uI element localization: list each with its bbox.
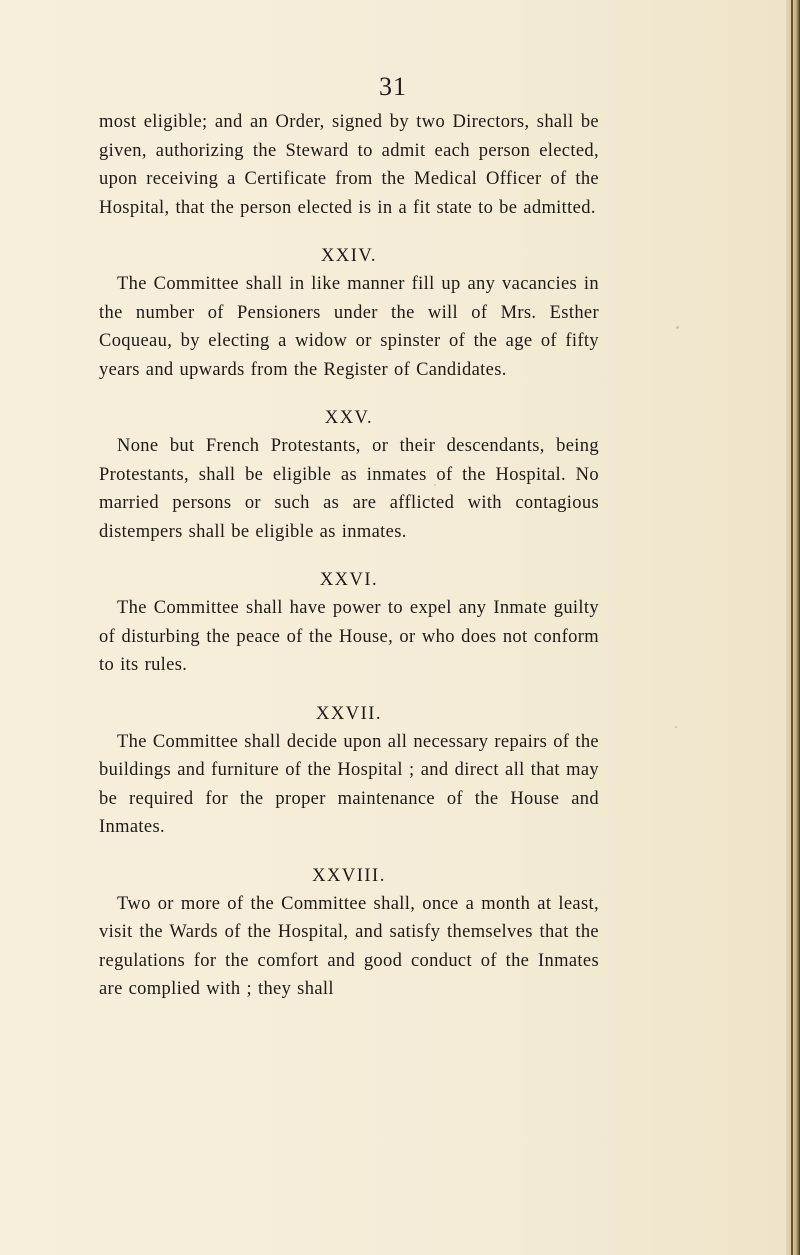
section-paragraph: None but French Protestants, or their descendants, being Protestants, shall be eligible as inmates of the Hospital. No married persons or such as are afflicted with contagious distempers shall be eligible as inmates. bbox=[99, 436, 599, 542]
section-paragraph: The Committee shall have power to expel any Inmate guilty of disturbing the peace of the House, or who does not conform to its rules. bbox=[99, 598, 599, 675]
section-heading: XXVI. bbox=[319, 570, 379, 590]
section-xxvi bbox=[99, 566, 599, 680]
page-number: 31 bbox=[379, 72, 407, 101]
section-heading: XXVII. bbox=[315, 703, 383, 724]
section-paragraph: The Committee shall decide upon all necessary repairs of the buildings and furniture of the Hospital ; and direct all that may be required for the proper maintenance of the House and Inmates. bbox=[99, 731, 599, 837]
section-xxv bbox=[99, 404, 599, 546]
page-edge bbox=[786, 0, 800, 1255]
page-edge-line bbox=[791, 0, 793, 1255]
page-body bbox=[99, 108, 599, 1004]
section-heading: XXIV. bbox=[321, 246, 377, 266]
section-paragraph: Two or more of the Committee shall, once a month at least, visit the Wards of the Hospital, and satisfy themselves that the regulations for the comfort and good conduct of the Inmates are complied with ; they shall bbox=[99, 893, 599, 999]
paper-speck bbox=[676, 326, 679, 329]
paper-speck bbox=[675, 726, 677, 728]
section-xxiv bbox=[99, 242, 599, 384]
section-heading: XXV. bbox=[324, 408, 374, 428]
intro-paragraph: most eligible; and an Order, signed by two Directors, shall be given, authorizing the Steward to admit each person elected, upon receiving a Certificate from the Medical Officer of the Hospital, that the person elected is in a fit state to be admitted. bbox=[99, 112, 599, 218]
section-xxviii bbox=[99, 862, 599, 1004]
paper-speck bbox=[434, 484, 436, 486]
section-paragraph: The Committee shall in like manner fill up any vacancies in the number of Pensioners under the will of Mrs. Esther Coqueau, by electing a widow or spinster of the age of fifty years and upwards from the Register of Candidates. bbox=[99, 274, 599, 380]
section-heading: XXVIII. bbox=[312, 865, 386, 886]
section-xxvii bbox=[99, 700, 599, 842]
